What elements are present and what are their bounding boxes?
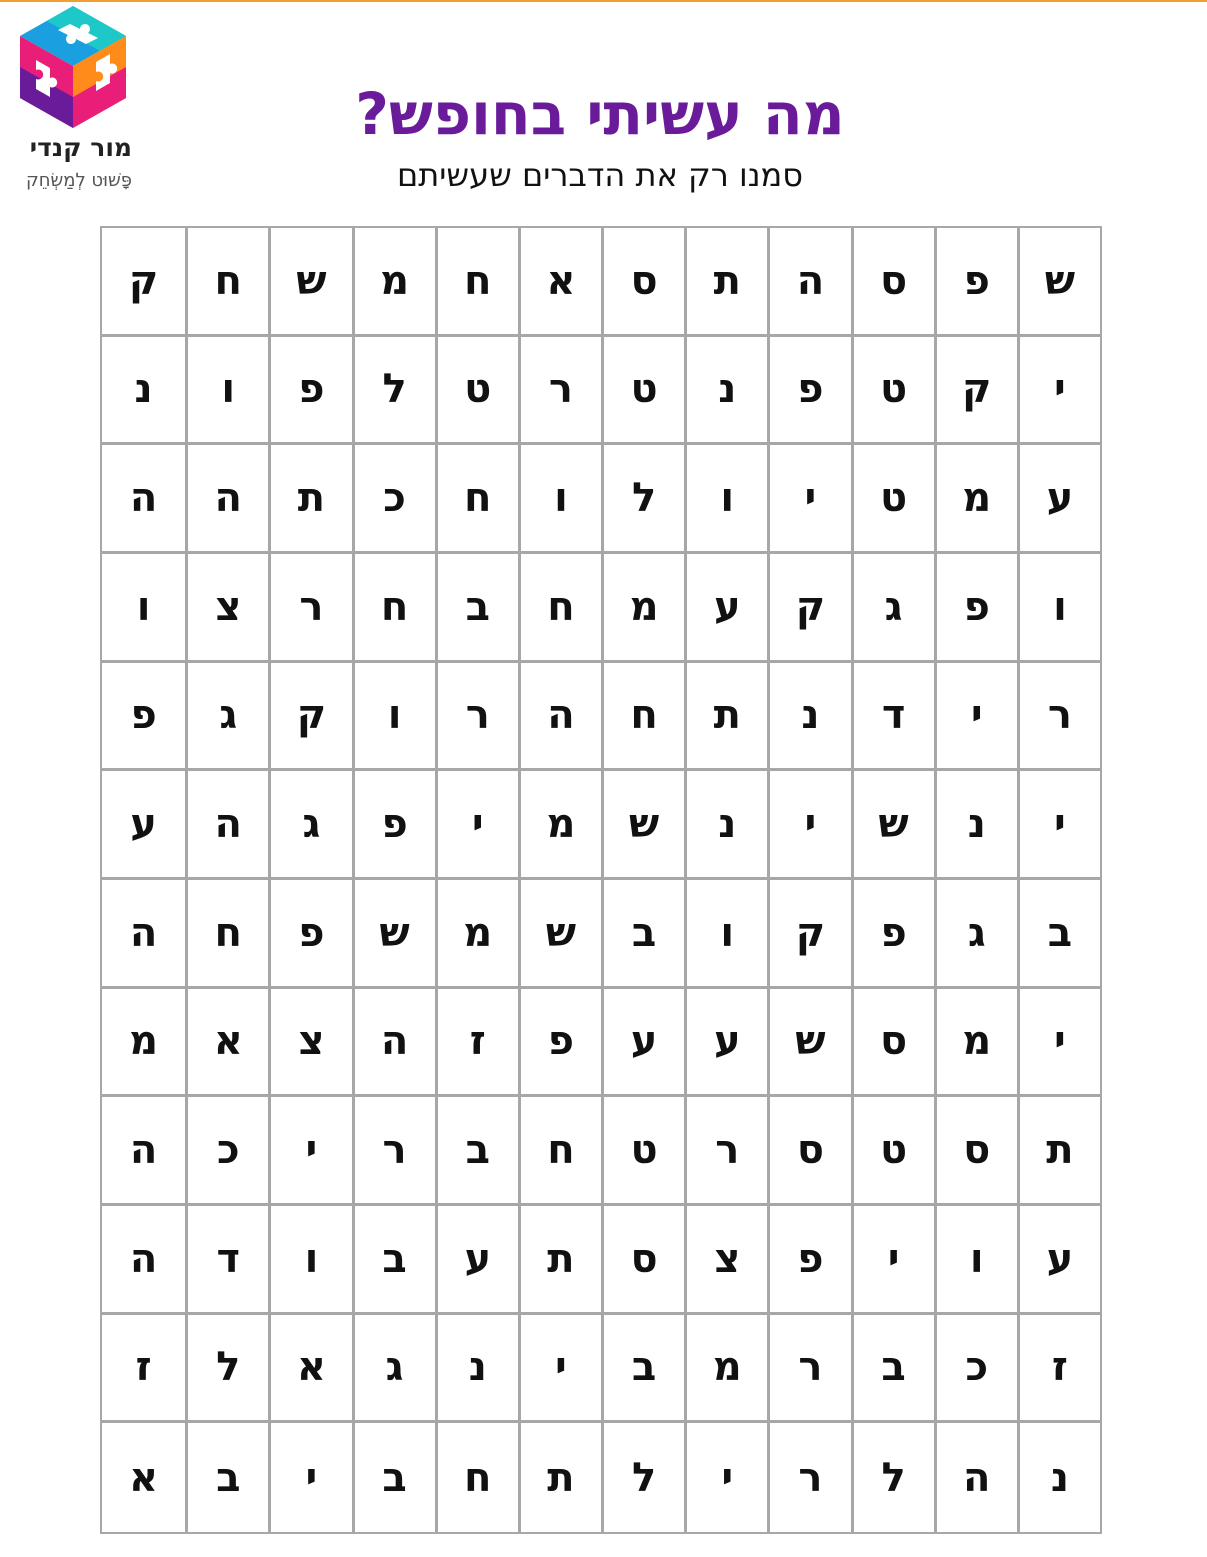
grid-cell[interactable]: ח (601, 663, 684, 772)
grid-cell[interactable]: ל (185, 1315, 268, 1424)
grid-cell[interactable]: פ (268, 880, 351, 989)
grid-cell[interactable]: מ (518, 771, 601, 880)
grid-cell[interactable]: ב (352, 1423, 435, 1532)
grid-cell[interactable]: פ (767, 1206, 850, 1315)
grid-cell[interactable]: ח (518, 1097, 601, 1206)
grid-cell[interactable]: ט (851, 1097, 934, 1206)
brand-logo (14, 4, 134, 199)
grid-cell[interactable]: צ (684, 1206, 767, 1315)
grid-cell[interactable]: ה (185, 771, 268, 880)
grid-cell[interactable]: מ (934, 445, 1017, 554)
grid-cell[interactable]: ס (601, 1206, 684, 1315)
grid-cell[interactable]: ר (352, 1097, 435, 1206)
grid-cell[interactable]: מ (684, 1315, 767, 1424)
grid-cell[interactable]: ח (435, 228, 518, 337)
grid-cell[interactable]: ז (1017, 1315, 1100, 1424)
puzzle-cube-logo-icon (14, 4, 132, 132)
grid-cell[interactable]: צ (185, 554, 268, 663)
grid-cell[interactable]: י (1017, 771, 1100, 880)
grid-cell[interactable]: ה (102, 1097, 185, 1206)
grid-cell[interactable]: ו (684, 880, 767, 989)
grid-cell[interactable]: ז (102, 1315, 185, 1424)
grid-cell[interactable]: ל (601, 1423, 684, 1532)
grid-cell[interactable]: י (518, 1315, 601, 1424)
grid-cell[interactable]: ע (1017, 445, 1100, 554)
grid-cell[interactable]: ב (435, 554, 518, 663)
top-accent-rule (0, 0, 1207, 2)
grid-cell[interactable]: ע (601, 989, 684, 1098)
grid-cell[interactable]: ס (767, 1097, 850, 1206)
grid-cell[interactable]: ע (684, 989, 767, 1098)
grid-cell[interactable]: מ (435, 880, 518, 989)
grid-cell[interactable]: ב (352, 1206, 435, 1315)
grid-cell[interactable]: ט (601, 1097, 684, 1206)
grid-cell[interactable]: ה (102, 880, 185, 989)
grid-cell[interactable]: ה (185, 445, 268, 554)
grid-cell[interactable]: ר (767, 1423, 850, 1532)
grid-cell[interactable]: נ (684, 771, 767, 880)
grid-cell[interactable]: ה (352, 989, 435, 1098)
grid-cell[interactable]: ב (601, 880, 684, 989)
grid-cell[interactable]: ח (352, 554, 435, 663)
grid-cell[interactable]: ת (684, 663, 767, 772)
grid-cell[interactable]: כ (185, 1097, 268, 1206)
page-title: מה עשיתי בחופש? (355, 80, 845, 148)
grid-cell[interactable]: פ (102, 663, 185, 772)
grid-cell[interactable]: ל (601, 445, 684, 554)
grid-cell[interactable]: ט (851, 337, 934, 446)
grid-cell[interactable]: ת (518, 1206, 601, 1315)
grid-cell[interactable]: ה (102, 1206, 185, 1315)
grid-cell[interactable]: ו (102, 554, 185, 663)
grid-cell[interactable]: נ (1017, 1423, 1100, 1532)
grid-cell[interactable]: א (518, 228, 601, 337)
grid-cell[interactable]: ר (518, 337, 601, 446)
grid-cell[interactable]: נ (934, 771, 1017, 880)
grid-cell[interactable]: ת (684, 228, 767, 337)
grid-cell[interactable]: ס (851, 989, 934, 1098)
grid-cell[interactable]: פ (352, 771, 435, 880)
grid-cell[interactable]: י (268, 1423, 351, 1532)
grid-cell[interactable]: ח (185, 880, 268, 989)
grid-cell[interactable]: ח (435, 1423, 518, 1532)
grid-cell[interactable]: ג (185, 663, 268, 772)
grid-cell[interactable]: מ (934, 989, 1017, 1098)
grid-cell[interactable]: ח (435, 445, 518, 554)
grid-cell[interactable]: ע (684, 554, 767, 663)
grid-cell[interactable]: ב (1017, 880, 1100, 989)
grid-cell[interactable]: ו (518, 445, 601, 554)
grid-cell[interactable]: ש (1017, 228, 1100, 337)
grid-cell[interactable]: כ (352, 445, 435, 554)
grid-cell[interactable]: ש (601, 771, 684, 880)
grid-cell[interactable]: ס (934, 1097, 1017, 1206)
grid-cell[interactable]: ע (435, 1206, 518, 1315)
grid-cell[interactable]: ו (684, 445, 767, 554)
grid-cell[interactable]: ט (435, 337, 518, 446)
grid-cell[interactable]: פ (851, 880, 934, 989)
grid-cell[interactable]: נ (767, 663, 850, 772)
grid-cell[interactable]: ש (518, 880, 601, 989)
grid-cell[interactable]: ג (268, 771, 351, 880)
grid-cell[interactable]: ח (185, 228, 268, 337)
grid-cell[interactable]: נ (684, 337, 767, 446)
grid-cell[interactable]: מ (352, 228, 435, 337)
word-search-grid (100, 226, 1102, 1534)
grid-cell[interactable]: ש (352, 880, 435, 989)
grid-cell[interactable]: ו (1017, 554, 1100, 663)
grid-cell[interactable]: י (268, 1097, 351, 1206)
brand-tagline: פָּשׁוּט לְמַשְׂחֵק (25, 170, 132, 191)
grid-cell[interactable]: ו (268, 1206, 351, 1315)
brand-name: מור קנדי (29, 133, 132, 162)
grid-cell[interactable]: ה (767, 228, 850, 337)
grid-cell[interactable]: ר (684, 1097, 767, 1206)
grid-cell[interactable]: ז (435, 989, 518, 1098)
grid-cell[interactable]: ק (268, 663, 351, 772)
grid-cell[interactable]: ת (268, 445, 351, 554)
grid-cell[interactable]: ר (767, 1315, 850, 1424)
grid-cell[interactable]: ב (601, 1315, 684, 1424)
grid-cell[interactable]: מ (601, 554, 684, 663)
grid-cell[interactable]: ט (601, 337, 684, 446)
grid-cell[interactable]: ב (185, 1423, 268, 1532)
grid-cell[interactable]: ב (851, 1315, 934, 1424)
grid-cell[interactable]: ק (102, 228, 185, 337)
grid-cell[interactable]: פ (934, 554, 1017, 663)
grid-cell[interactable]: נ (102, 337, 185, 446)
grid-cell[interactable]: ס (601, 228, 684, 337)
grid-cell[interactable]: פ (268, 337, 351, 446)
page-subtitle: סמנו רק את הדברים שעשיתם (396, 156, 804, 194)
grid-cell[interactable]: ה (102, 445, 185, 554)
grid-cell[interactable]: ד (185, 1206, 268, 1315)
grid-cell[interactable]: ת (1017, 1097, 1100, 1206)
grid-cell[interactable]: צ (268, 989, 351, 1098)
grid-cell[interactable]: ט (851, 445, 934, 554)
grid-cell[interactable]: ג (934, 880, 1017, 989)
grid-cell[interactable]: ר (268, 554, 351, 663)
grid-cell[interactable]: ו (352, 663, 435, 772)
grid-cell[interactable]: ה (934, 1423, 1017, 1532)
grid-cell[interactable]: א (129, 1454, 159, 1501)
grid-cell[interactable]: נ (435, 1315, 518, 1424)
grid-cell[interactable]: מ (102, 989, 185, 1098)
grid-cell[interactable]: ע (1017, 1206, 1100, 1315)
grid-cell[interactable]: י (1017, 337, 1100, 446)
grid-cell[interactable]: פ (518, 989, 601, 1098)
grid-cell[interactable]: פ (934, 228, 1017, 337)
grid-cell[interactable]: י (851, 1206, 934, 1315)
grid-cell[interactable]: ק (767, 880, 850, 989)
grid-cell[interactable]: כ (934, 1315, 1017, 1424)
grid-cell[interactable]: ק (767, 554, 850, 663)
grid-cell[interactable]: ש (851, 771, 934, 880)
grid-cell[interactable]: ד (851, 663, 934, 772)
grid-cell[interactable]: ק (934, 337, 1017, 446)
grid-cell[interactable]: י (684, 1423, 767, 1532)
grid-cell[interactable]: ה (518, 663, 601, 772)
grid-cell[interactable]: ב (435, 1097, 518, 1206)
grid-cell[interactable]: ש (767, 989, 850, 1098)
grid-cell[interactable]: י (767, 771, 850, 880)
grid-cell[interactable]: ג (352, 1315, 435, 1424)
grid-cell[interactable]: י (1017, 989, 1100, 1098)
grid-cell[interactable]: ח (518, 554, 601, 663)
grid-cell[interactable]: ת (518, 1423, 601, 1532)
grid-cell[interactable]: ל (851, 1423, 934, 1532)
grid-cell[interactable]: י (767, 445, 850, 554)
grid-cell[interactable]: ש (268, 228, 351, 337)
grid-cell[interactable]: ע (102, 771, 185, 880)
grid-cell[interactable]: א (268, 1315, 351, 1424)
grid-cell[interactable]: ר (1017, 663, 1100, 772)
grid-cell[interactable]: י (934, 663, 1017, 772)
grid-cell[interactable]: א (185, 989, 268, 1098)
grid-cell[interactable]: ו (934, 1206, 1017, 1315)
grid-cell[interactable]: ס (851, 228, 934, 337)
grid-cell[interactable]: ג (851, 554, 934, 663)
grid-cell[interactable]: פ (767, 337, 850, 446)
grid-cell[interactable]: ל (352, 337, 435, 446)
grid-cell[interactable]: י (435, 771, 518, 880)
grid-cell[interactable]: ר (435, 663, 518, 772)
grid-cell[interactable]: ו (185, 337, 268, 446)
